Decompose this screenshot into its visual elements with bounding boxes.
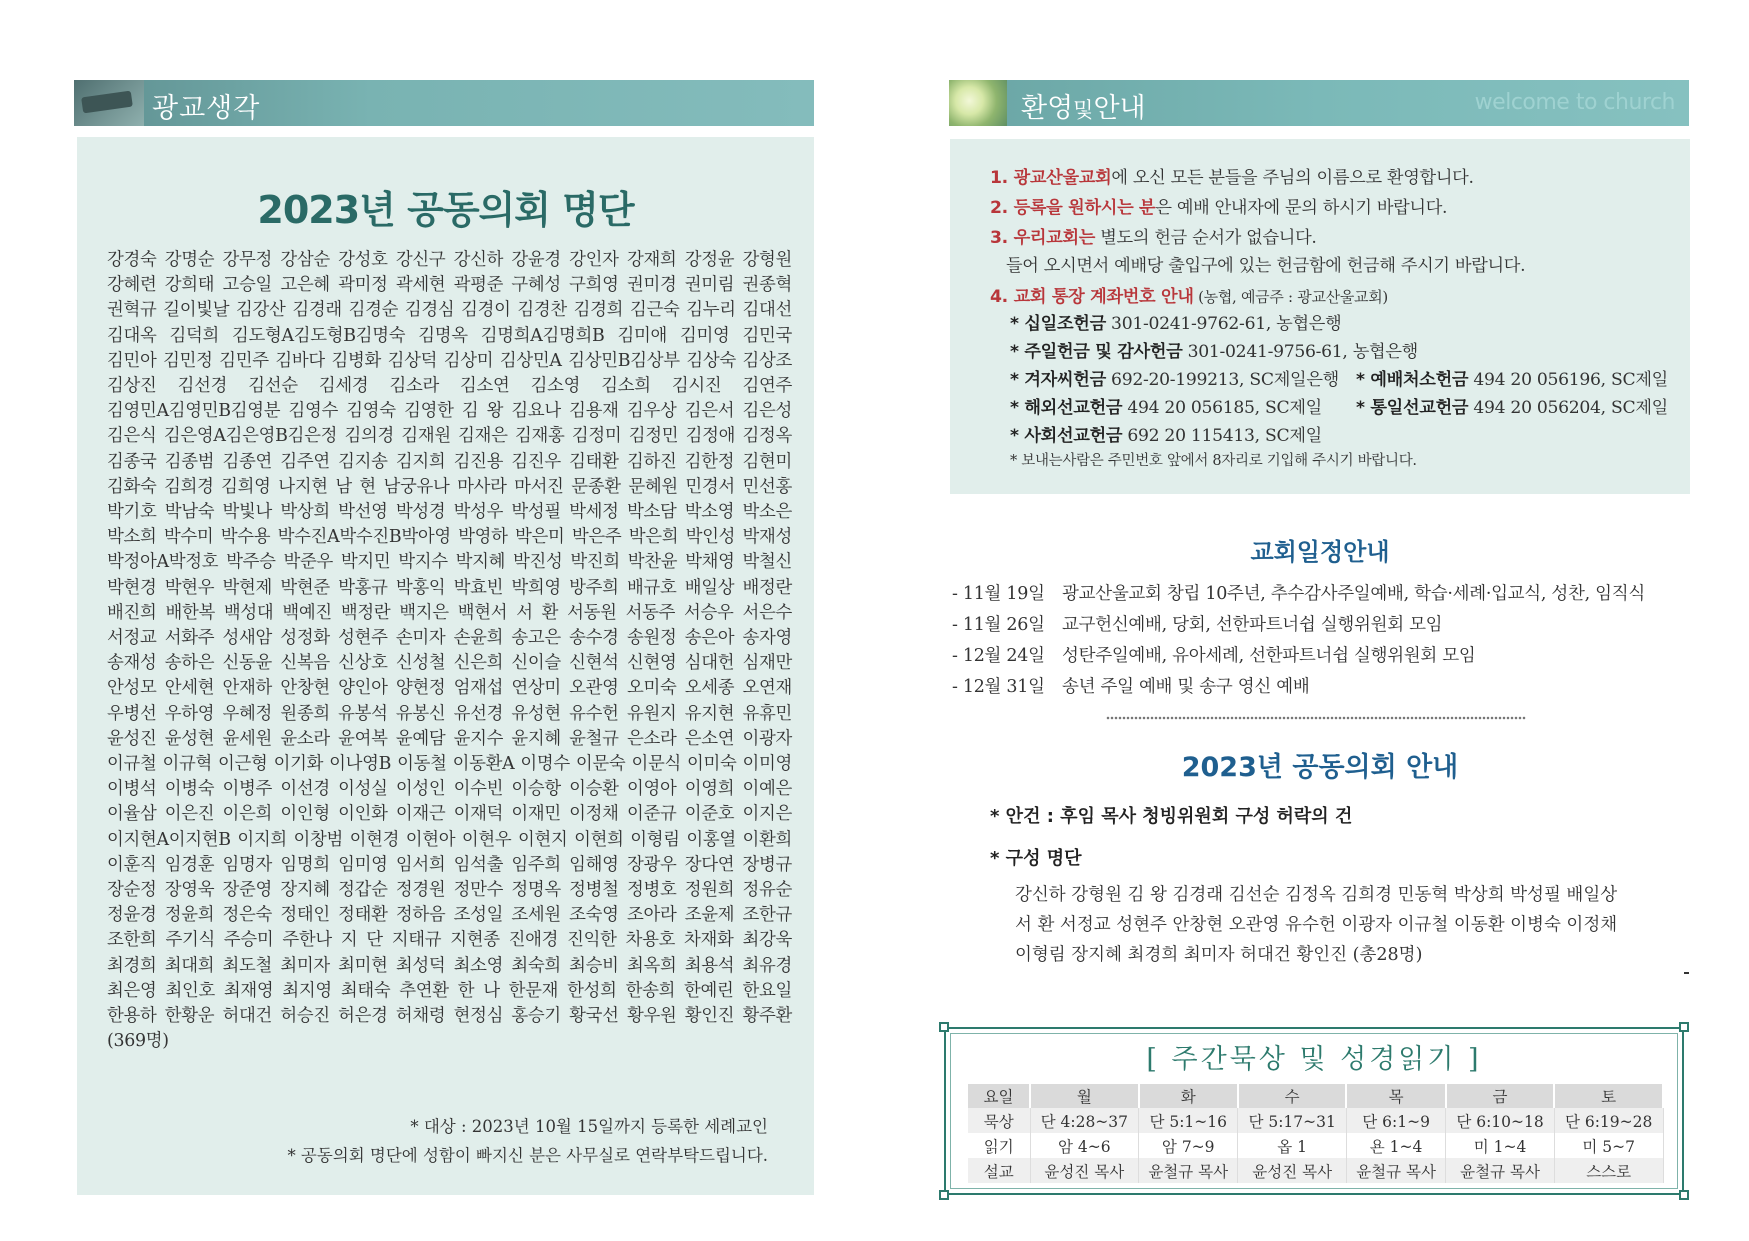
table-cell: 윤철규 목사 bbox=[1346, 1158, 1445, 1183]
table-cell: 읽기 bbox=[968, 1133, 1030, 1158]
table-cell: 단 6:10~18 bbox=[1446, 1108, 1555, 1133]
council-member-names: 강경숙 강명순 강무정 강삼순 강성호 강신구 강신하 강윤경 강인자 강재희 강정윤 강형원 강혜련 강희태 고승일 고은혜 곽미정 곽세현 곽평준 구혜성 구희영 권미경 권미림 권종혁 권혁규 길이빛날 김강산 김경래 김경순 김경심 김경이 김경찬 김경희 김근숙 김누리 김대선 김대옥 김덕희 김도형A김도형B김명숙 김명옥 김명희A김명희B 김미애 김미영 김민국 김민아 김민정 김민주 김바다 김병화 김상덕 김상미 김상민A 김상민B김상부 김상숙 김상조 김상진 김선경 김선순 김세경 김소라 김소연 김소영 김소희 김시진 김연주 김영민A김영민B김영분 김영수 김영숙 김영한 김 왕 김요나 김용재 김우상 김은서 김은성 김은식 김은영A김은영B김은정 김의경 김재원 김재은 김재홍 김정미 김정민 김정애 김정옥 김종국 김종범 김종연 김주연 김지송 김지희 김진용 김진우 김태환 김하진 김한정 김현미 김화숙 김희경 김희영 나지현 남 현 남궁유나 마사라 마서진 문종환 문혜원 민경서 민선홍 박기호 박남숙 박빛나 박상희 박선영 박성경 박성우 박성필 박세정 박소담 박소영 박소은 박소희 박수미 박수용 박수진A박수진B박아영 박영하 박은미 박은주 박은희 박인성 박재성 박정아A박정호 박주승 박준우 박지민 박지수 박지혜 박진성 박진희 박찬윤 박채영 박철신 박현경 박현우 박현제 박현준 박홍규 박홍익 박효빈 박희영 방주희 배규호 배일상 배정란 배진희 배한복 백성대 백예진 백정란 백지은 백현서 서 환 서동원 서동주 서승우 서은수 서정교 서화주 성새암 성정화 성현주 손미자 손윤희 송고은 송수경 송원정 송은아 송자영 송재성 송하은 신동윤 신복음 신상호 신성철 신은희 신이슬 신현석 신현영 심대헌 심재만 안성모 안세현 안재하 안창현 양인아 양현정 엄재섭 연상미 오관영 오미숙 오세종 오연재 우병선 우하영 우혜정 원종희 유봉석 유봉신 유선경 유성현 유수헌 유원지 유지현 유휴민 윤성진 윤성현 윤세원 윤소라 윤여복 윤예담 윤지수 윤지혜 윤철규 은소라 은소연 이광자 이규철 이규혁 이근형 이기화 이나영B 이동철 이동환A 이명수 이문숙 이문식 이미숙 이미영 이병석 이병숙 이병주 이선경 이성실 이성인 이수빈 이승항 이승환 이영아 이영희 이예은 이율삼 이은진 이은희 이인형 이인화 이재근 이재덕 이재민 이정채 이준규 이준호 이지은 이지현A이지현B 이지희 이창범 이현경 이현아 이현우 이현지 이현희 이형림 이홍열 이환희 이훈직 임경훈 임명자 임명희 임미영 임서희 임석출 임주희 임해영 장광우 장다연 장병규 장순정 장영욱 장준영 장지혜 정갑순 정경원 정만수 정명옥 정병철 정병호 정원희 정유순 정윤경 정윤희 정은숙 정태인 정태환 정하음 조성일 조세원 조숙영 조아라 조윤제 조한규 조한희 주기식 주승미 주한나 지 단 지태규 지현종 진애경 진익한 차용호 차재화 최강욱 최경희 최대희 최도철 최미자 최미현 최성덕 최소영 최숙희 최승비 최옥희 최용석 최유경 최은영 최인호 최재영 최지영 최태숙 추연환 한 나 한문재 한성희 한송희 한예린 한요일 한용하 한황운 허대건 허승진 허은경 허채령 현정심 홍승기 황국선 황우원 황인진 황주환 (369명) bbox=[107, 250, 792, 1052]
account-tithe: * 십일조헌금 301-0241-9762-61, 농협은행 bbox=[1010, 314, 1342, 334]
table-cell: 묵상 bbox=[968, 1108, 1030, 1133]
weekly-reading-box bbox=[944, 1027, 1684, 1195]
contact-note: * 공동의회 명단에 성함이 빠지신 분은 사무실로 연락부탁드립니다. bbox=[287, 1146, 768, 1165]
right-section-title: 환영및안내 bbox=[1021, 93, 1146, 124]
transfer-footnote: * 보내는사람은 주민번호 앞에서 8자리로 기입해 주시기 바랍니다. bbox=[1010, 453, 1417, 469]
stray-mark bbox=[1684, 972, 1689, 974]
schedule-row: - 12월 24일 성탄주일예배, 유아세례, 선한파트너쉽 실행위원회 모임 bbox=[952, 646, 1476, 666]
weekly-reading-table bbox=[968, 1084, 1664, 1183]
schedule-row: - 12월 31일 송년 주일 예배 및 송구 영신 예배 bbox=[952, 677, 1310, 697]
council-info-title: 2023년 공동의회 안내 bbox=[1181, 752, 1459, 783]
frame-corner bbox=[1679, 1190, 1689, 1200]
table-header: 요일 bbox=[968, 1084, 1030, 1108]
table-header: 토 bbox=[1554, 1084, 1663, 1108]
table-cell: 단 4:28~37 bbox=[1030, 1108, 1139, 1133]
table-header: 목 bbox=[1346, 1084, 1445, 1108]
table-header: 월 bbox=[1030, 1084, 1139, 1108]
table-cell: 단 6:1~9 bbox=[1346, 1108, 1445, 1133]
table-row bbox=[968, 1133, 1663, 1158]
schedule-row: - 11월 26일 교구헌신예배, 당회, 선한파트너쉽 실행위원회 모임 bbox=[952, 615, 1443, 635]
table-cell: 욘 1~4 bbox=[1346, 1133, 1445, 1158]
table-row bbox=[968, 1158, 1663, 1183]
schedule-title: 교회일정안내 bbox=[1250, 538, 1390, 566]
table-cell: 미 1~4 bbox=[1446, 1133, 1555, 1158]
council-agenda: * 안건 : 후임 목사 청빙위원회 구성 허락의 건 bbox=[990, 806, 1353, 827]
table-row bbox=[968, 1108, 1663, 1133]
account-social-mission: * 사회선교헌금 692 20 115413, SC제일 bbox=[1010, 426, 1322, 446]
table-cell: 미 5~7 bbox=[1554, 1133, 1663, 1158]
welcome-item-3-line2: 들어 오시면서 예배당 출입구에 있는 헌금함에 헌금해 주시기 바랍니다. bbox=[1006, 256, 1526, 276]
table-cell: 옵 1 bbox=[1238, 1133, 1347, 1158]
table-cell: 단 5:1~16 bbox=[1139, 1108, 1238, 1133]
table-cell: 윤성진 목사 bbox=[1238, 1158, 1347, 1183]
table-cell: 스스로 bbox=[1554, 1158, 1663, 1183]
table-cell: 윤철규 목사 bbox=[1446, 1158, 1555, 1183]
welcome-item-1: 1. 광교산울교회에 오신 모든 분들을 주님의 이름으로 환영합니다. bbox=[990, 168, 1474, 188]
schedule-row: - 11월 19일 광교산울교회 창립 10주년, 추수감사주일예배, 학습·세례·입교식, 성찬, 임직식 bbox=[952, 584, 1645, 604]
frame-corner bbox=[939, 1022, 949, 1032]
table-cell: 윤철규 목사 bbox=[1139, 1158, 1238, 1183]
account-worship-place: * 예배처소헌금 494 20 056196, SC제일 bbox=[1356, 370, 1668, 390]
dotted-divider bbox=[1106, 715, 1526, 721]
frame-corner bbox=[939, 1190, 949, 1200]
cross-decoration-icon bbox=[74, 80, 144, 126]
left-section-header bbox=[74, 80, 814, 126]
council-list-heading: 2023년 공동의회 명단 bbox=[257, 188, 634, 232]
table-header: 수 bbox=[1238, 1084, 1347, 1108]
table-cell: 단 6:19~28 bbox=[1554, 1108, 1663, 1133]
council-committee-members: 강신하 강형원 김 왕 김경래 김선순 김정옥 김희경 민동혁 박상희 박성필 배일상 서 환 서정교 성현주 안창현 오관영 유수헌 이광자 이규철 이동환 이병숙 이정채 이형림 장지혜 최경희 최미자 허대건 황인진 (총28명) bbox=[1015, 885, 1618, 965]
left-section-title: 광교생각 bbox=[152, 93, 261, 124]
table-cell: 암 7~9 bbox=[1139, 1133, 1238, 1158]
table-cell: 설교 bbox=[968, 1158, 1030, 1183]
table-cell: 윤성진 목사 bbox=[1030, 1158, 1139, 1183]
welcome-info-panel bbox=[950, 139, 1690, 494]
table-cell: 암 4~6 bbox=[1030, 1133, 1139, 1158]
table-header: 화 bbox=[1139, 1084, 1238, 1108]
account-sunday: * 주일헌금 및 감사헌금 301-0241-9756-61, 농협은행 bbox=[1010, 342, 1418, 362]
welcome-item-3: 3. 우리교회는 별도의 헌금 순서가 없습니다. bbox=[990, 228, 1317, 248]
weekly-reading-title: [ 주간묵상 및 성경읽기 ] bbox=[1146, 1044, 1482, 1075]
account-mustard-seed: * 겨자씨헌금 692-20-199213, SC제일은행 bbox=[1010, 370, 1339, 390]
table-header-row bbox=[968, 1084, 1663, 1108]
table-cell: 단 5:17~31 bbox=[1238, 1108, 1347, 1133]
table-header: 금 bbox=[1446, 1084, 1555, 1108]
flower-decoration-icon bbox=[949, 80, 1007, 126]
account-overseas-mission: * 해외선교헌금 494 20 056185, SC제일 bbox=[1010, 398, 1322, 418]
council-members-label: * 구성 명단 bbox=[990, 848, 1082, 869]
frame-corner bbox=[1679, 1022, 1689, 1032]
council-member-panel bbox=[77, 137, 814, 1195]
account-unification-mission: * 통일선교헌금 494 20 056204, SC제일 bbox=[1356, 398, 1668, 418]
right-section-header bbox=[949, 80, 1689, 126]
welcome-item-2: 2. 등록을 원하시는 분은 예배 안내자에 문의 하시기 바랍니다. bbox=[990, 198, 1448, 218]
eligibility-note: * 대상 : 2023년 10월 15일까지 등록한 세례교인 bbox=[410, 1117, 768, 1136]
welcome-item-4: 4. 교회 통장 계좌번호 안내 (농협, 예금주 : 광교산울교회) bbox=[990, 287, 1388, 307]
welcome-tagline: welcome to church bbox=[1474, 90, 1675, 115]
